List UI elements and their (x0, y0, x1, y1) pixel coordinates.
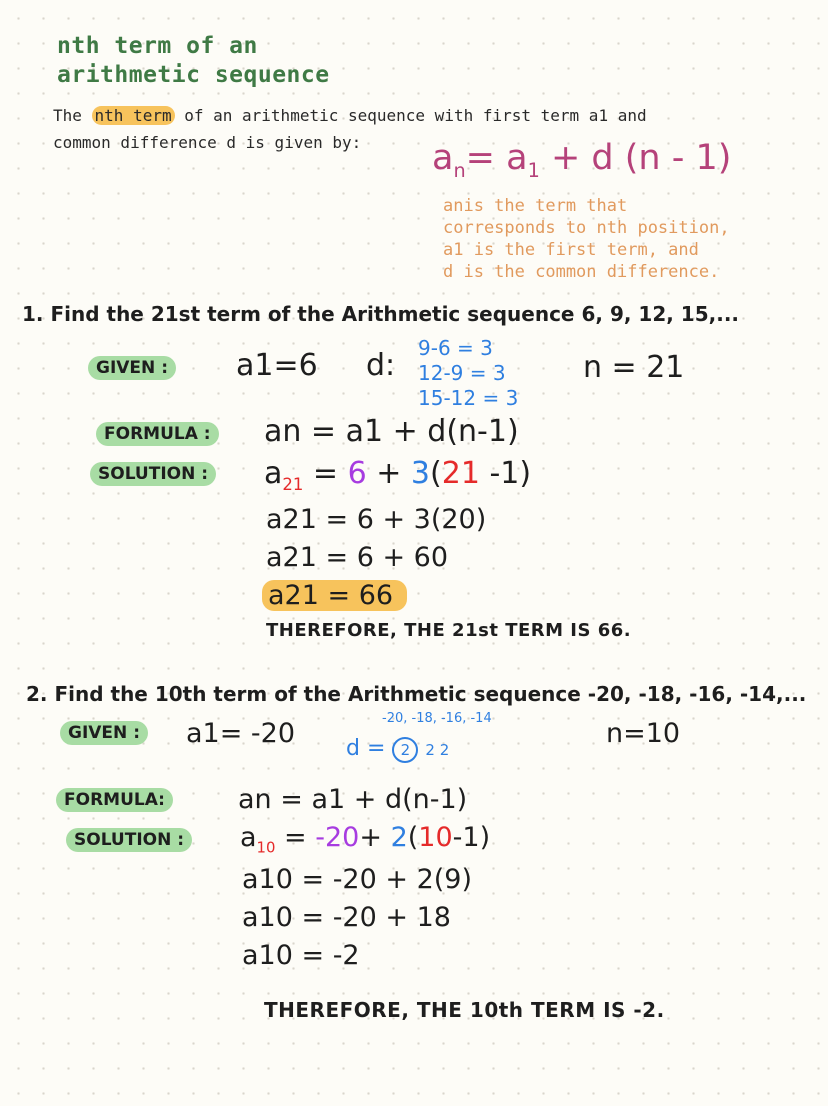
p1-d-calc-1: 9-6 = 3 (418, 336, 493, 360)
p2-given-label: GIVEN : (60, 721, 148, 745)
p2-step-4: a10 = -2 (242, 940, 360, 971)
p2-sub-d: 2 (390, 822, 408, 853)
p1-d-calc-3: 15-12 = 3 (418, 386, 519, 410)
p2-d-text: d = (346, 736, 386, 761)
p1-step-3: a21 = 6 + 60 (266, 542, 449, 573)
p2-d-rest: 2 2 (425, 741, 450, 759)
p2-sub-eq: = (275, 822, 316, 853)
p1-sub-a: a (264, 456, 283, 491)
p1-sub-n: 21 (441, 456, 480, 491)
p2-sub-a1: -20 (315, 822, 360, 853)
p2-conclusion: THEREFORE, THE 10th TERM IS -2. (264, 998, 665, 1022)
p1-given-label: GIVEN : (88, 356, 176, 380)
p2-sub-a: a (240, 822, 257, 853)
intro-part-1: The (53, 106, 92, 125)
p1-answer (262, 580, 407, 611)
intro-line-1 (53, 102, 647, 129)
p1-solution-label: SOLUTION : (90, 462, 216, 486)
p2-sub-plus: + (359, 822, 391, 853)
legend-line-4: d is the common difference. (443, 262, 720, 282)
intro-line-2: common difference d is given by: (53, 133, 362, 152)
p1-sub-a1: 6 (347, 456, 367, 491)
p2-solution-label: SOLUTION : (66, 828, 192, 852)
p1-answer-highlight: a21 = 66 (262, 580, 407, 611)
p2-formula: an = a1 + d(n-1) (238, 784, 468, 815)
p1-sub-index: 21 (282, 475, 304, 494)
p2-d-value (346, 736, 449, 763)
formula-n-sub: n (453, 159, 466, 182)
p2-sub-open: ( (407, 822, 419, 853)
formula-tail: + d (n - 1) (539, 138, 732, 178)
title-line-1: nth term of an (57, 33, 258, 59)
p1-a1-value: a1=6 (236, 348, 318, 383)
legend-line-2: corresponds to nth position, (443, 218, 730, 238)
p2-sub-close: -1) (452, 822, 491, 853)
p2-d-circle: 2 (392, 737, 418, 763)
intro-part-2: of an arithmetic sequence with first term a1 and (174, 106, 647, 125)
formula-an: a (432, 138, 454, 178)
p2-sequence-note: -20, -18, -16, -14 (382, 711, 492, 726)
formula-legend (443, 195, 730, 283)
p1-sub-close: -1) (479, 456, 532, 491)
title-line-2: arithmetic sequence (57, 62, 330, 88)
p2-substitution (240, 822, 490, 856)
p1-conclusion: THEREFORE, THE 21st TERM IS 66. (266, 620, 632, 641)
p1-n-value: n = 21 (583, 350, 685, 385)
p2-sub-n: 10 (418, 822, 453, 853)
p2-step-2: a10 = -20 + 2(9) (242, 864, 473, 895)
p2-formula-label: FORMULA: (56, 788, 173, 812)
p1-sub-eq: = (303, 456, 348, 491)
p1-sub-d: 3 (410, 456, 431, 491)
nth-term-highlight: nth term (92, 106, 175, 125)
p1-formula: an = a1 + d(n-1) (264, 414, 519, 449)
p2-step-3: a10 = -20 + 18 (242, 902, 451, 933)
page-title (57, 32, 330, 90)
p1-sub-open: ( (430, 456, 442, 491)
problem-2-statement: 2. Find the 10th term of the Arithmetic sequence -20, -18, -16, -14,... (26, 682, 807, 706)
p1-d-label: d: (366, 348, 396, 383)
p1-step-2: a21 = 6 + 3(20) (266, 504, 487, 535)
p2-sub-index: 10 (256, 838, 276, 857)
legend-line-1: anis the term that (443, 196, 628, 216)
general-formula (432, 138, 731, 182)
formula-rest: = a (465, 138, 528, 178)
legend-line-3: a1 is the first term, and (443, 240, 699, 260)
problem-1-statement: 1. Find the 21st term of the Arithmetic sequence 6, 9, 12, 15,... (22, 302, 740, 326)
formula-1-sub: 1 (527, 159, 540, 182)
p2-n-value: n=10 (606, 718, 681, 749)
p1-d-calculation (418, 336, 518, 411)
p2-a1-value: a1= -20 (186, 718, 296, 749)
p1-formula-label: FORMULA : (96, 422, 219, 446)
p1-substitution (264, 456, 531, 494)
p1-d-calc-2: 12-9 = 3 (418, 361, 506, 385)
p1-sub-plus: + (366, 456, 411, 491)
